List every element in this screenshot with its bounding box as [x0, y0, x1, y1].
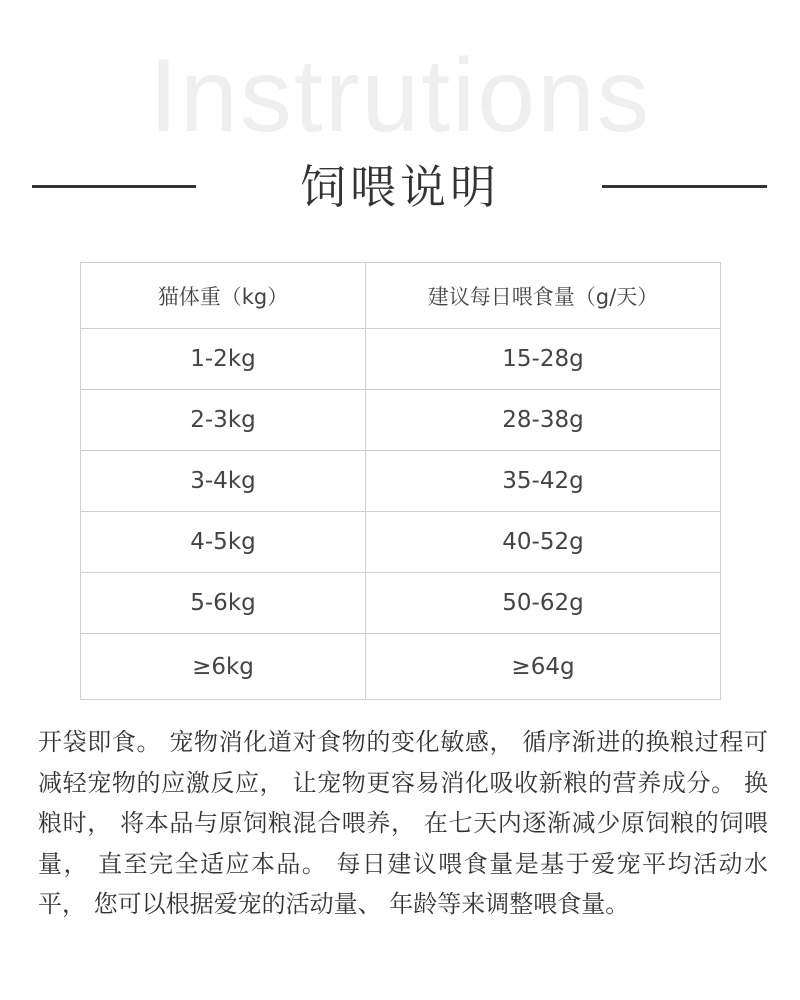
header-cat-weight: 猫体重（kg） [81, 263, 366, 329]
background-watermark-word: Instrutions [149, 38, 651, 154]
table-row [81, 634, 721, 700]
page-title: 饲喂说明 [300, 160, 500, 214]
cell-amount: 40-52g [366, 512, 721, 573]
cell-weight: 2-3kg [81, 390, 366, 451]
cell-weight: ≥6kg [81, 634, 366, 700]
table-row [81, 573, 721, 634]
cell-amount: 50-62g [366, 573, 721, 634]
feeding-description: 开袋即食。 宠物消化道对食物的变化敏感， 循序渐进的换粮过程可减轻宠物的应激反应， 让宠物更容易消化吸收新粮的营养成分。 换粮时， 将本品与原饲粮混合喂养， 在七天内逐渐减少原饲粮的饲喂量， 直至完全适应本品。 每日建议喂食量是基于爱宠平均活动水平， 您可以根据爱宠的活动量、 年龄等来调整喂食量。 [38, 728, 768, 918]
cell-amount: 15-28g [366, 329, 721, 390]
cell-amount: 35-42g [366, 451, 721, 512]
header-daily-amount: 建议每日喂食量（g/天） [366, 263, 721, 329]
cell-weight: 3-4kg [81, 451, 366, 512]
table-row [81, 329, 721, 390]
feeding-table [80, 262, 721, 700]
cell-weight: 5-6kg [81, 573, 366, 634]
cell-amount: 28-38g [366, 390, 721, 451]
cell-amount: ≥64g [366, 634, 721, 700]
table-header-row [81, 263, 721, 329]
cell-weight: 4-5kg [81, 512, 366, 573]
table-row [81, 512, 721, 573]
table-row [81, 390, 721, 451]
table-row [81, 451, 721, 512]
cell-weight: 1-2kg [81, 329, 366, 390]
